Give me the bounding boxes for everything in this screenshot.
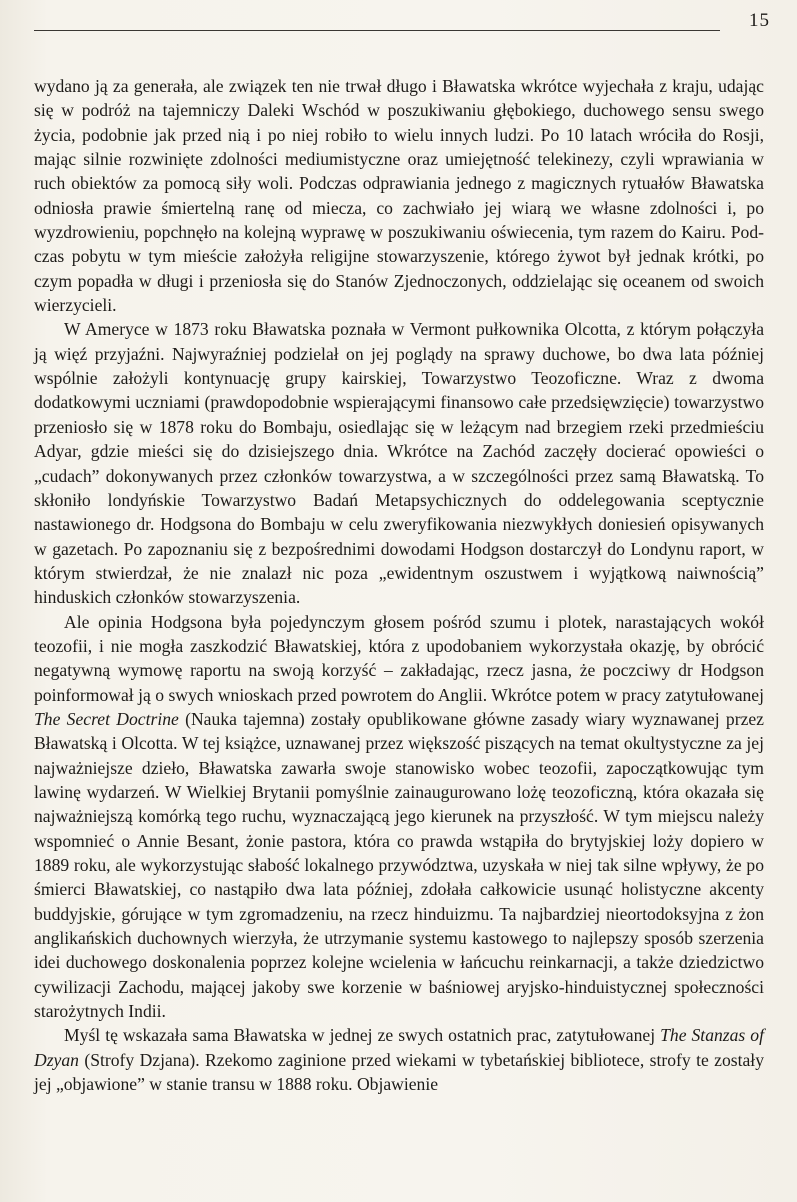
paragraph — [34, 74, 764, 317]
paragraph — [34, 1023, 764, 1096]
page-number: 15 — [749, 10, 770, 31]
text-run: wydano ją za generała, ale związek ten nie trwał długo i Bławatska wkrótce wyjechała z kraju, udając się w podróż na tajemniczy Daleki Wschód w poszukiwaniu głębokiego, duchowego sensu swego życia, podobnie jak przed nią i po niej robiło to wielu innych ludzi. Po 10 latach wróciła do Rosji, mając silnie rozwinięte zdolności mediumistyczne oraz umiejętność telekinezy, czyli wprawiania w ruch obiektów za pomocą siły woli. Podczas odprawiania jednego z magicznych rytuałów Bławatska odniosła prawie śmiertelną ranę od miecza, co zachwiało jej wiarą we własne zdolności i, po wyzdrowieniu, popchnęło na kolejną wyprawę w poszukiwaniu oświecenia, tym razem do Kairu. Podczas pobytu w tym mieście założyła religijne stowarzyszenie, którego żywot był jednak krótki, po czym popadła w długi i przeniosła się do Stanów Zjednoczonych, oddzielając się oceanem od swoich wierzycieli. — [34, 76, 764, 316]
running-header — [34, 8, 774, 38]
body-text — [34, 74, 764, 1096]
text-run: Myśl tę wskazała sama Bławatska w jednej ze swych ostatnich prac, zatytułowanej — [64, 1025, 661, 1046]
header-rule — [34, 30, 720, 31]
paragraph — [34, 610, 764, 1024]
text-run: (Strofy Dzjana). Rzekomo zaginione przed wiekami w tybetańskiej bibliotece, strofy te zostały jej „objawione” w stanie transu w 1888 roku. Objawienie — [34, 1049, 764, 1095]
text-run: W Ameryce w 1873 roku Bławatska poznała w Vermont pułkownika Olcotta, z którym połączyła ją więź przyjaźni. Najwyraźniej podzielał on jej poglądy na sprawy duchowe, bo dwa lata później wspólnie założyli kontynuację grupy kairskiej, Towarzystwo Teozoficzne. Wraz z dwoma dodatkowymi uczniami (prawdopodobnie wspierającymi finansowo całe przedsięwzięcie) towarzystwo przeniosło się w 1878 roku do Bombaju, osiedlając się w leżącym nad brzegiem rzeki przedmieściu Adyar, gdzie mieści się do dzisiejszego dnia. Wkrótce na Zachód zaczęły docierać opowieści o „cudach” dokonywanych przez członków towarzystwa, a w szczególności przez samą Bławatską. To skłoniło londyńskie Towarzystwo Badań Metapsychicznych do oddelegowania sceptycznie nastawionego dr. Hodgsona do Bombaju w celu zweryfikowania niezwykłych doniesień opisywanych w gazetach. Po zapoznaniu się z bezpośrednimi dowodami Hodgson dostarczył do Londynu raport, w którym stwierdzał, że nie znalazł nic poza „ewidentnym oszustwem i wyjątkową naiwnością” hinduskich członków stowarzyszenia. — [34, 319, 764, 608]
text-run: (Nauka tajemna) zostały opublikowane główne zasady wiary wyznawanej przez Bławatską i Olcotta. W tej książce, uznawanej przez większość piszących na temat okultystyczne za jej najważniejsze dzieło, Bławatska zawarła swoje stanowisko wobec teozofii, zapoczątkowując tym lawinę wydarzeń. W Wielkiej Brytanii pomyślnie zainaugurowano lożę teozoficzną, która okazała się najważniejszą komórką tego ruchu, wyznaczającą jego kierunek na przyszłość. W tym miejscu należy wspomnieć o Annie Besant, żonie pastora, która co prawda wstąpiła do brytyjskiej loży dopiero w 1889 roku, ale wykorzystując słabość lokalnego przywództwa, uzyskała w niej tak silne wpływy, że po śmierci Bławatskiej, co nastąpiło dwa lata później, zdołała całkowicie usunąć holistyczne akcenty buddyjskie, górujące w tym zgromadzeniu, na rzecz hinduizmu. Ta najbardziej nieortodoksyjna z żon anglikańskich duchownych wierzyła, że utrzymanie systemu kastowego to najlepszy sposób szerzenia idei duchowego doskonalenia poprzez kolejne wcielenia w łańcuchu reinkarnacji, a także dziedzictwo cywilizacji Zachodu, mającej jakoby swe korzenie w baśniowej aryjsko-hinduistycznej społeczności starożytnych Indii. — [34, 708, 764, 1022]
book-title-italic: The Secret Doctrine — [34, 708, 179, 729]
book-title-italic: The Stanzas of Dzyan — [34, 1025, 764, 1070]
text-run: Ale opinia Hodgsona była pojedynczym głosem pośród szumu i plotek, narastających wokół teozofii, i nie mogła zaszkodzić Bławatskiej, która z upodobaniem wykorzystała okazję, by obrócić negatywną wymowę raportu na swoją korzyść – zakładając, rzecz jasna, że poczciwy dr Hodgson poinformował ją o swych wnioskach przed powrotem do Anglii. Wkrótce potem w pracy zatytułowanej — [34, 611, 764, 705]
paragraph — [34, 317, 764, 609]
